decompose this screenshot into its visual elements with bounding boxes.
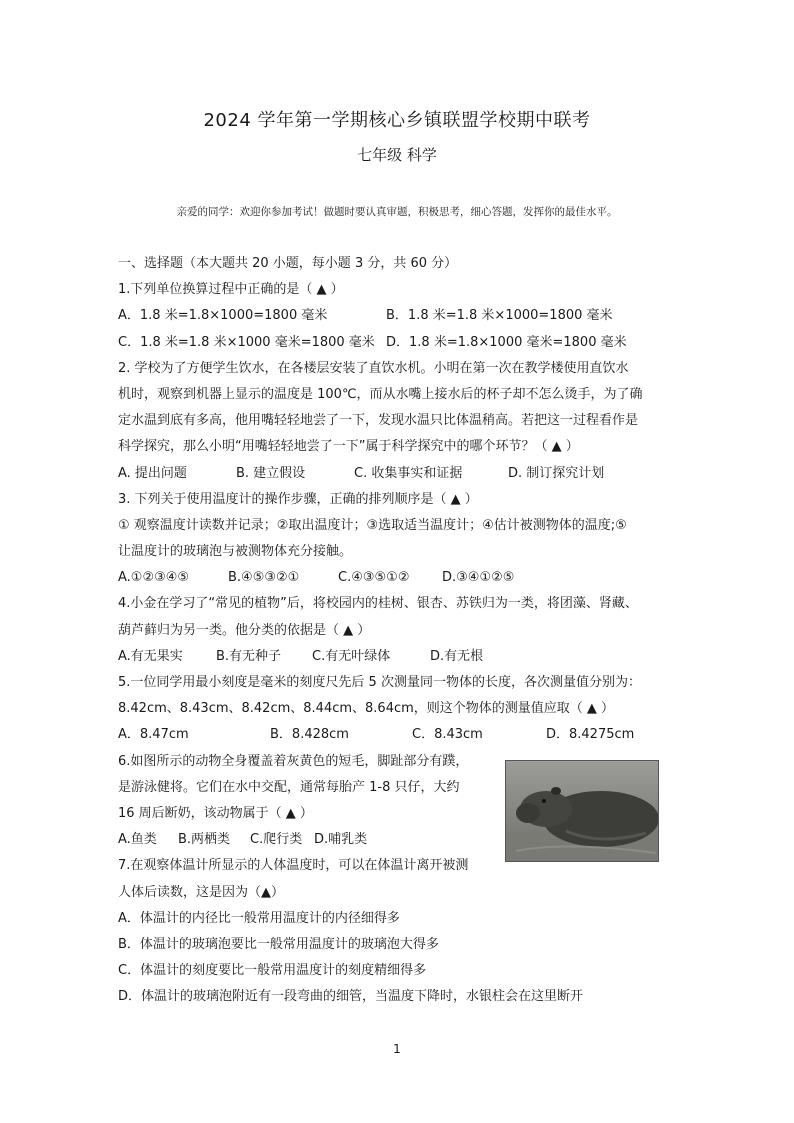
question-5-option-c: C．8.43cm bbox=[412, 727, 483, 743]
question-2-options bbox=[118, 461, 678, 487]
animal-photo bbox=[505, 760, 659, 862]
question-2-line-4: 科学探究，那么小明“用嘴轻轻地尝了一下”属于科学探究中的哪个环节？（ ▲ ） bbox=[118, 439, 579, 455]
question-6-option-b: B.两栖类 bbox=[178, 832, 231, 848]
question-5-line-2: 8.42cm、8.43cm、8.42cm、8.44cm、8.64cm，则这个物体的测量值应取（ ▲ ） bbox=[118, 701, 615, 717]
question-2-option-c: C. 收集事实和证据 bbox=[354, 465, 463, 481]
question-2-line-2: 机时，观察到机器上显示的温度是 100℃，而从水嘴上接水后的杯子却不怎么烫手，为了确 bbox=[118, 386, 643, 402]
question-2-line-3: 定水温到底有多高，他用嘴轻轻地尝了一下，发现水温只比体温稍高。若把这一过程看作是 bbox=[118, 413, 639, 429]
question-7-option-d: D．体温计的玻璃泡附近有一段弯曲的细管，当温度下降时，水银柱会在这里断开 bbox=[118, 989, 584, 1005]
question-5-options bbox=[118, 722, 678, 748]
question-7-line-2: 人体后读数，这是因为（▲） bbox=[118, 884, 284, 900]
question-7-option-c: C．体温计的刻度要比一般常用温度计的刻度精细得多 bbox=[118, 963, 427, 979]
question-4-option-a: A.有无果实 bbox=[118, 648, 183, 664]
question-6-line-3: 16 周后断奶，该动物属于（ ▲ ） bbox=[118, 805, 313, 821]
question-4-options bbox=[118, 644, 678, 670]
section-heading: 一、选择题（本大题共 20 小题，每小题 3 分，共 60 分） bbox=[118, 256, 458, 271]
question-1-options-row-2 bbox=[118, 330, 678, 356]
question-4-line-2: 葫芦藓归为另一类。他分类的依据是（ ▲ ） bbox=[118, 622, 371, 638]
question-5-option-d: D．8.4275cm bbox=[546, 727, 635, 743]
question-1-option-b: B．1.8 米=1.8 米×1000=1800 毫米 bbox=[386, 308, 613, 324]
question-4-option-b: B.有无种子 bbox=[216, 648, 282, 664]
question-7-option-a: A．体温计的内径比一般常用温度计的内径细得多 bbox=[118, 910, 400, 926]
question-2-option-a: A. 提出问题 bbox=[118, 465, 187, 481]
question-6-option-a: A.鱼类 bbox=[118, 832, 157, 848]
question-7-line-1: 7.在观察体温计所显示的人体温度时，可以在体温计离开被测 bbox=[118, 858, 469, 874]
question-3-option-a: A.①②③④⑤ bbox=[118, 570, 190, 586]
question-3-stem: 3. 下列关于使用温度计的操作步骤，正确的排列顺序是（ ▲ ） bbox=[118, 491, 478, 507]
question-3-line-1: ① 观察温度计读数并记录；②取出温度计；③选取适当温度计；④估计被测物体的温度;⑤ bbox=[118, 517, 627, 533]
question-3-option-c: C.④③⑤①② bbox=[338, 570, 410, 586]
question-6-option-d: D.哺乳类 bbox=[314, 832, 368, 848]
question-4-line-1: 4.小金在学习了“常见的植物”后，将校园内的桂树、银杏、苏铁归为一类，将团藻、肾藏、 bbox=[118, 596, 638, 612]
exam-title: 2024 学年第一学期核心乡镇联盟学校期中联考 bbox=[203, 110, 591, 131]
question-3-options bbox=[118, 565, 678, 591]
question-3-option-b: B.④⑤③②① bbox=[228, 570, 300, 586]
question-3-option-d: D.③④①②⑤ bbox=[442, 570, 515, 586]
question-6-line-1: 6.如图所示的动物全身覆盖着灰黄色的短毛，脚趾部分有蹼， bbox=[118, 753, 469, 769]
question-5-line-1: 5.一位同学用最小刻度是毫米的刻度尺先后 5 次测量同一物体的长度，各次测量值分别为： bbox=[118, 675, 641, 690]
greeting-text: 亲爱的同学：欢迎你参加考试！做题时要认真审题，积极思考，细心答题，发挥你的最佳水平。 bbox=[176, 206, 618, 218]
page-number: 1 bbox=[393, 1042, 401, 1056]
animal-illustration bbox=[506, 761, 658, 861]
question-6-option-c: C.爬行类 bbox=[250, 832, 303, 848]
question-7-option-b: B．体温计的玻璃泡要比一般常用温度计的玻璃泡大得多 bbox=[118, 936, 439, 952]
question-4-option-c: C.有无叶绿体 bbox=[312, 648, 391, 664]
question-3-line-2: 让温度计的玻璃泡与被测物体充分接触。 bbox=[118, 544, 353, 560]
question-5-option-b: B．8.428cm bbox=[270, 727, 349, 743]
question-1-option-a: A．1.8 米=1.8×1000=1800 毫米 bbox=[118, 308, 328, 324]
question-1-option-d: D．1.8 米=1.8×1000 毫米=1800 毫米 bbox=[386, 334, 627, 350]
question-1-option-c: C．1.8 米=1.8 米×1000 毫米=1800 毫米 bbox=[118, 334, 375, 350]
question-2-option-b: B. 建立假设 bbox=[236, 465, 306, 481]
question-4-option-d: D.有无根 bbox=[430, 648, 484, 664]
question-2-line-1: 2. 学校为了方便学生饮水，在各楼层安装了直饮水机。小明在第一次在教学楼使用直饮水 bbox=[118, 360, 629, 376]
question-5-option-a: A．8.47cm bbox=[118, 727, 189, 743]
exam-subtitle: 七年级 科学 bbox=[357, 146, 437, 164]
exam-body bbox=[118, 251, 678, 1010]
question-1-stem: 1.下列单位换算过程中正确的是（ ▲ ） bbox=[118, 282, 344, 298]
question-1-options-row-1 bbox=[118, 303, 678, 329]
question-6-line-2: 是游泳健将。它们在水中交配，通常每胎产 1-8 只仔，大约 bbox=[118, 779, 460, 795]
question-2-option-d: D. 制订探究计划 bbox=[508, 465, 605, 481]
